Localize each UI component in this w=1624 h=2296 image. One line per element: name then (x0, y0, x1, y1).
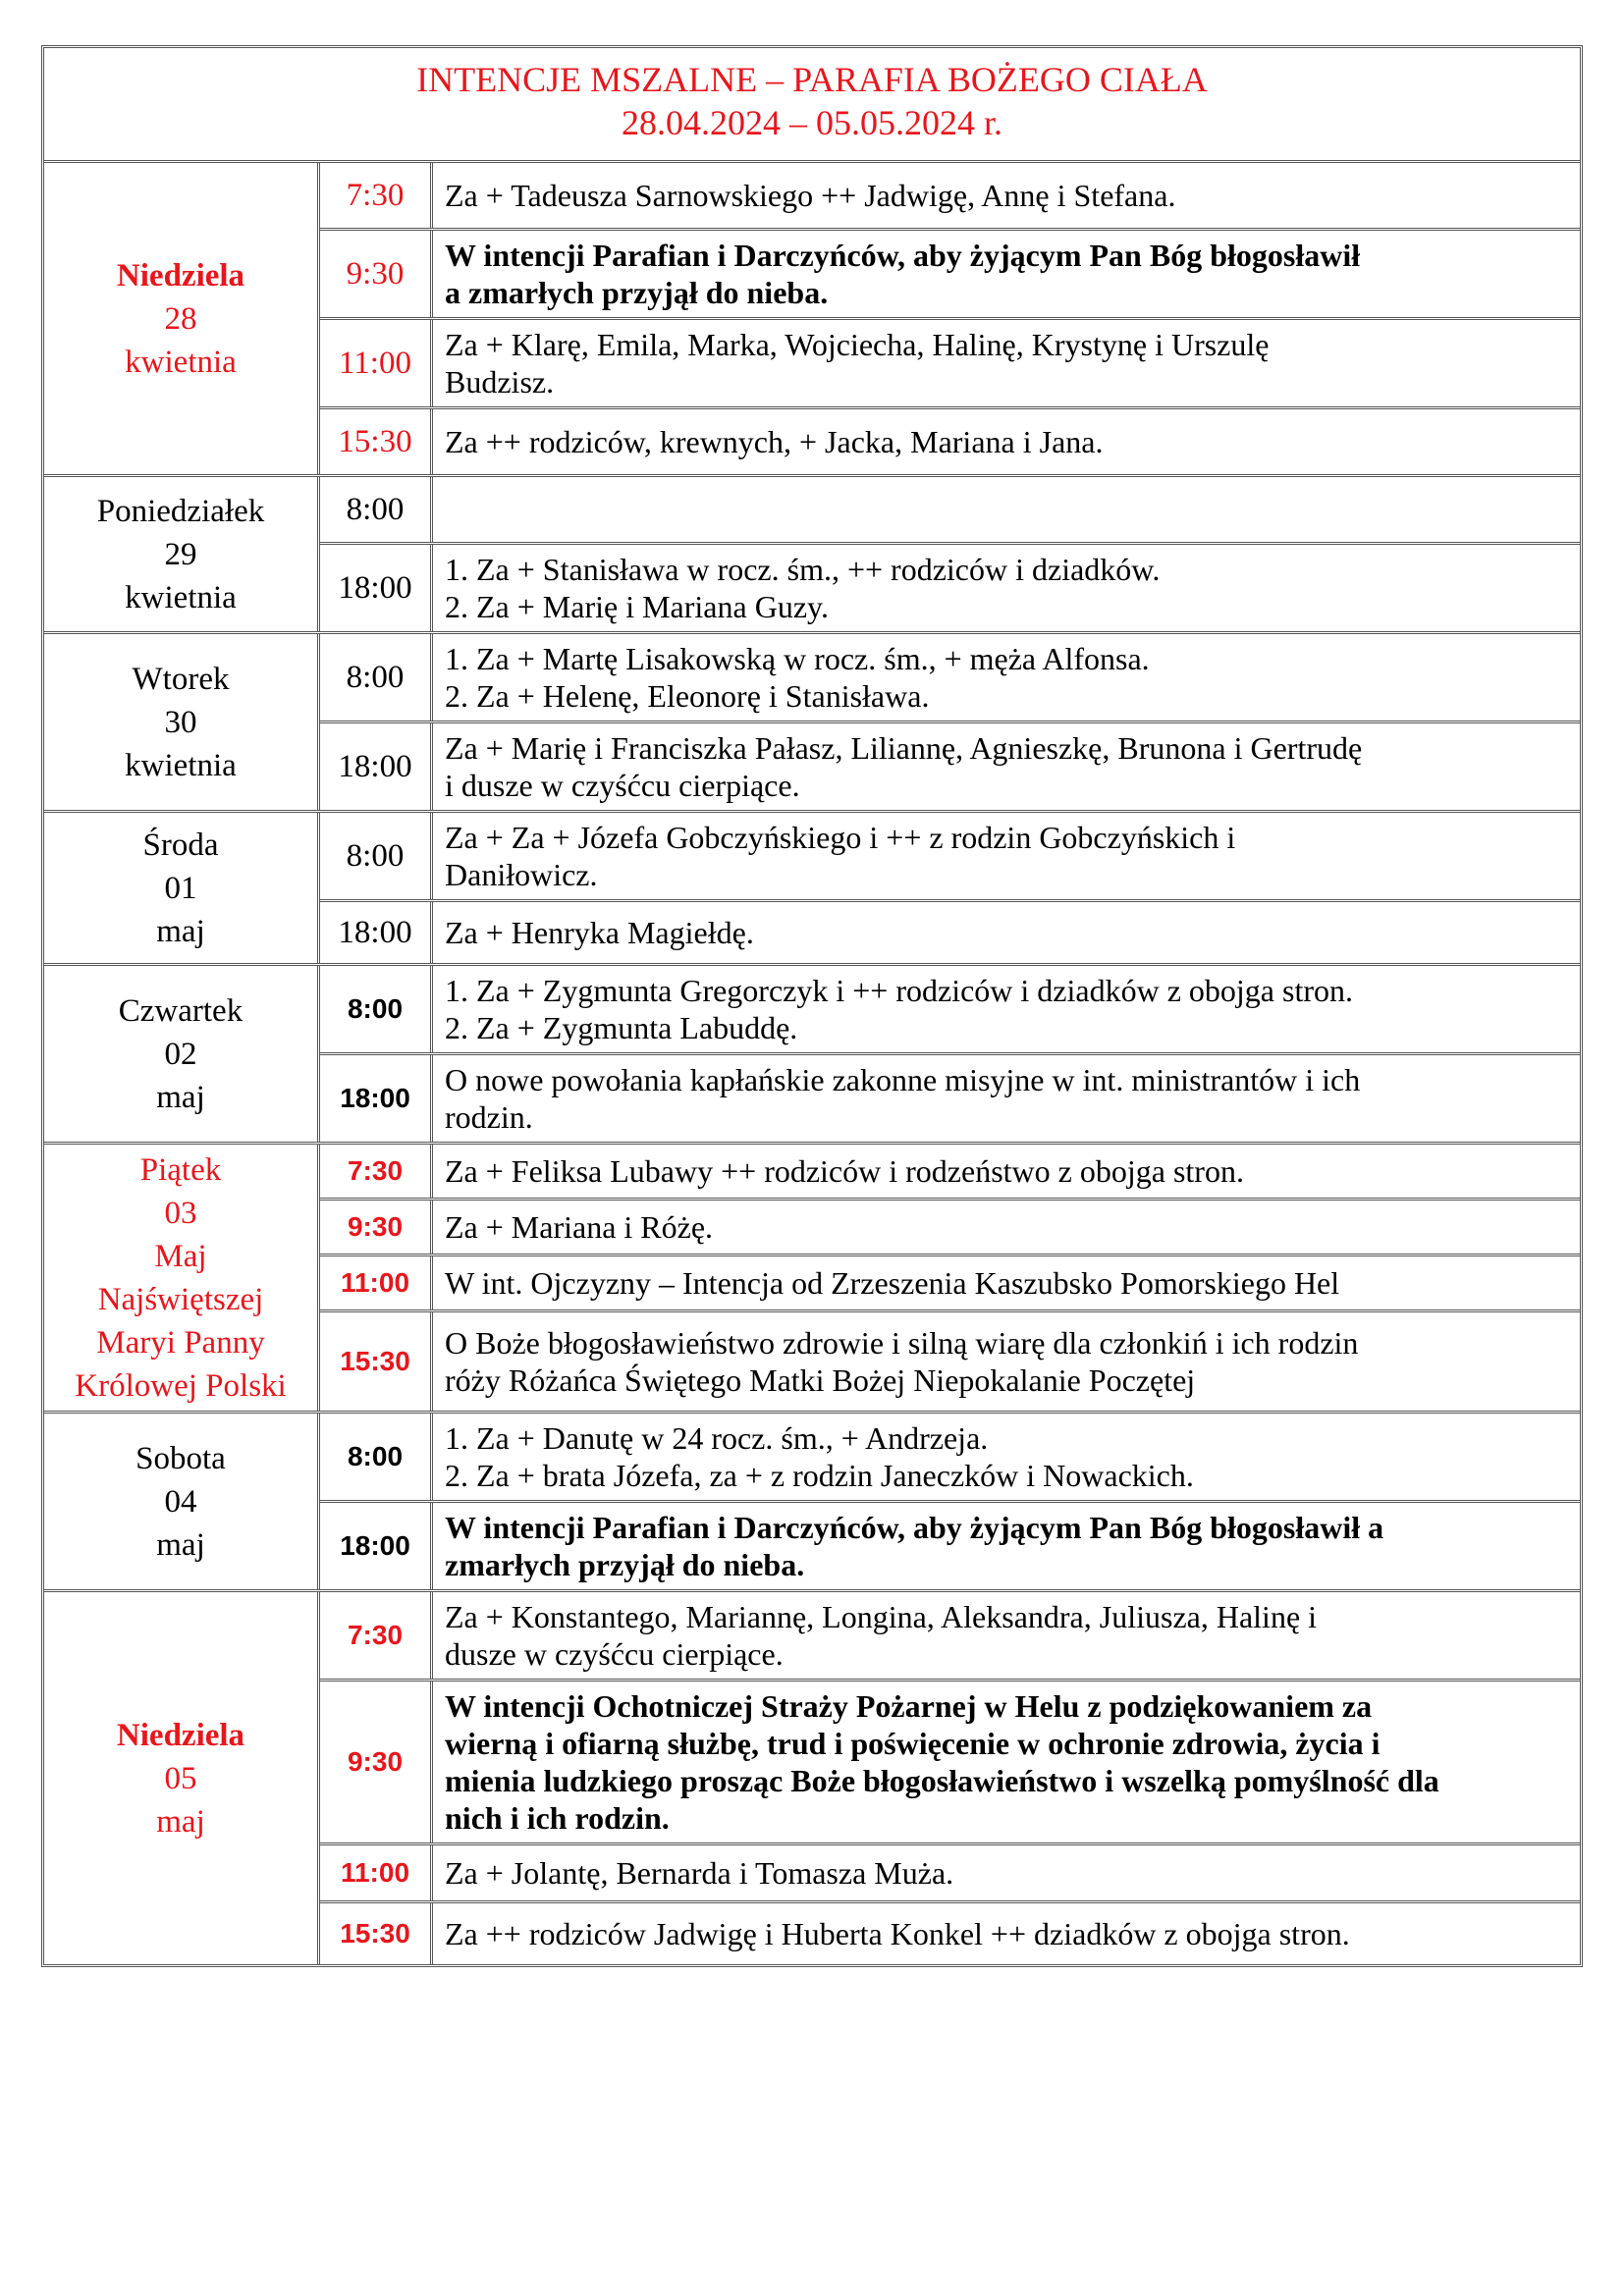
mass-intention (433, 477, 1580, 542)
mass-intention (433, 163, 1580, 228)
day-label-line: 29 (164, 536, 197, 572)
day-label-line: maj (156, 913, 205, 949)
day-name: Środa (142, 827, 219, 863)
mass-intention (433, 1845, 1580, 1900)
schedule-table (44, 163, 1580, 1964)
day-label (44, 813, 320, 963)
day-label-line: maj (156, 1803, 205, 1840)
sheet-title: INTENCJE MSZALNE – PARAFIA BOŻEGO CIAŁA (416, 60, 1208, 99)
mass-slot (320, 1312, 1580, 1411)
intention-line: dusze w czyśćcu cierpiące. (445, 1636, 784, 1672)
intention-line: Za + Za + Józefa Gobczyńskiego i ++ z rodzin Gobczyńskich i (445, 820, 1236, 855)
intention-line: Za + Henryka Magiełdę. (445, 915, 754, 950)
mass-intention (433, 320, 1580, 406)
day-label-line: 02 (164, 1036, 197, 1072)
day-label-line: kwietnia (125, 747, 237, 783)
intention-line: 1. Za + Danutę w 24 rocz. śm., + Andrzeja. (445, 1420, 989, 1456)
mass-time: 15:30 (320, 409, 433, 474)
intention-line: i dusze w czyśćcu cierpiące. (445, 768, 800, 803)
intention-line: Za + Tadeusza Sarnowskiego ++ Jadwigę, Annę i Stefana. (445, 178, 1176, 213)
day-label-line: 05 (164, 1760, 197, 1796)
mass-slot (320, 163, 1580, 231)
mass-time: 7:30 (320, 1592, 433, 1679)
day-block (44, 966, 1580, 1145)
day-name: Piątek (139, 1151, 222, 1188)
intention-line: róży Różańca Świętego Matki Bożej Niepokalanie Poczętej (445, 1362, 1196, 1398)
intention-line: O nowe powołania kapłańskie zakonne misyjne w int. ministrantów i ich (445, 1062, 1361, 1097)
day-label-line: maj (156, 1526, 205, 1563)
mass-slot (320, 477, 1580, 545)
intention-line: Za + Konstantego, Mariannę, Longina, Aleksandra, Juliusza, Halinę i (445, 1599, 1318, 1634)
mass-intention (433, 409, 1580, 474)
mass-intention (433, 723, 1580, 810)
mass-time: 18:00 (320, 545, 433, 631)
mass-intention (433, 1201, 1580, 1254)
mass-time: 7:30 (320, 1145, 433, 1198)
day-block (44, 813, 1580, 966)
mass-time: 8:00 (320, 477, 433, 542)
mass-slot (320, 813, 1580, 902)
mass-time: 7:30 (320, 163, 433, 228)
mass-time: 8:00 (320, 634, 433, 721)
day-block (44, 1145, 1580, 1414)
mass-time: 18:00 (320, 1055, 433, 1142)
day-name: Wtorek (132, 661, 230, 697)
mass-slot (320, 634, 1580, 723)
day-label (44, 1145, 320, 1411)
sheet-header (44, 48, 1580, 163)
mass-slot (320, 1682, 1580, 1845)
mass-slot (320, 409, 1580, 474)
intention-line: Daniłowicz. (445, 857, 598, 892)
mass-intention (433, 1312, 1580, 1411)
mass-slot (320, 966, 1580, 1055)
intention-line: mienia ludzkiego prosząc Boże błogosławieństwo i wszelką pomyślność dla (445, 1763, 1439, 1798)
day-block (44, 1414, 1580, 1592)
intention-line: Za + Marię i Franciszka Pałasz, Liliannę, Agnieszkę, Brunona i Gertrudę (445, 730, 1363, 766)
mass-intention (433, 1903, 1580, 1964)
intention-line: W intencji Parafian i Darczyńców, aby żyjącym Pan Bóg błogosławił (445, 238, 1361, 273)
day-label-line: 04 (164, 1483, 197, 1520)
mass-slot (320, 1055, 1580, 1142)
intention-line: W intencji Ochotniczej Straży Pożarnej w Helu z podziękowaniem za (445, 1688, 1373, 1724)
day-block (44, 477, 1580, 634)
mass-slot (320, 1414, 1580, 1503)
day-label-line: Najświętszej (97, 1281, 264, 1317)
intention-line: 1. Za + Zygmunta Gregorczyk i ++ rodziców i dziadków z obojga stron. (445, 973, 1353, 1008)
mass-intention (433, 1055, 1580, 1142)
mass-slot (320, 723, 1580, 810)
mass-intention (433, 545, 1580, 631)
mass-intention (433, 1256, 1580, 1309)
mass-time: 18:00 (320, 723, 433, 810)
mass-time: 9:30 (320, 231, 433, 317)
mass-slot (320, 320, 1580, 409)
sheet-dates: 28.04.2024 – 05.05.2024 r. (621, 103, 1002, 142)
mass-intention (433, 1145, 1580, 1198)
intention-line: O Boże błogosławieństwo zdrowie i silną wiarę dla członkiń i ich rodzin (445, 1325, 1359, 1361)
mass-time: 9:30 (320, 1682, 433, 1842)
day-label-line: maj (156, 1079, 205, 1115)
intention-line: Budzisz. (445, 364, 555, 400)
intention-line: W int. Ojczyzny – Intencja od Zrzeszenia Kaszubsko Pomorskiego Hel (445, 1265, 1340, 1301)
mass-slot (320, 1201, 1580, 1256)
mass-time: 8:00 (320, 966, 433, 1052)
mass-intention (433, 902, 1580, 963)
day-label (44, 966, 320, 1142)
intention-line: 2. Za + Zygmunta Labuddę. (445, 1010, 798, 1045)
intention-line: rodzin. (445, 1099, 533, 1135)
day-label-line: kwietnia (125, 344, 237, 380)
mass-slot (320, 1145, 1580, 1201)
mass-intention (433, 634, 1580, 721)
day-block (44, 1592, 1580, 1964)
mass-time: 11:00 (320, 1256, 433, 1309)
mass-slot (320, 1903, 1580, 1964)
day-label-line: 01 (164, 870, 197, 906)
intention-line: W intencji Parafian i Darczyńców, aby żyjącym Pan Bóg błogosławił a (445, 1510, 1384, 1545)
mass-time: 15:30 (320, 1312, 433, 1411)
mass-slot (320, 231, 1580, 320)
day-label (44, 163, 320, 474)
intention-line: 2. Za + Helenę, Eleonorę i Stanisława. (445, 678, 930, 714)
day-label-line: Maryi Panny (96, 1324, 265, 1361)
mass-time: 8:00 (320, 1414, 433, 1500)
day-name: Niedziela (116, 257, 245, 294)
mass-intention (433, 1503, 1580, 1589)
intention-line: Za + Mariana i Różę. (445, 1209, 714, 1245)
mass-time: 11:00 (320, 1845, 433, 1900)
mass-slot (320, 1592, 1580, 1682)
day-name: Czwartek (118, 992, 244, 1029)
mass-time: 9:30 (320, 1201, 433, 1254)
mass-time: 8:00 (320, 813, 433, 899)
mass-slot (320, 902, 1580, 963)
mass-time: 15:30 (320, 1903, 433, 1964)
mass-intention (433, 1592, 1580, 1679)
mass-slot (320, 545, 1580, 631)
intention-line: Za ++ rodziców Jadwigę i Huberta Konkel ++ dziadków z obojga stron. (445, 1916, 1350, 1951)
day-label (44, 634, 320, 810)
day-label (44, 1414, 320, 1589)
mass-intention (433, 813, 1580, 899)
intention-line: 2. Za + brata Józefa, za + z rodzin Janeczków i Nowackich. (445, 1458, 1194, 1493)
day-label-line: Królowej Polski (75, 1367, 287, 1404)
intention-line: 2. Za + Marię i Mariana Guzy. (445, 589, 829, 624)
day-name: Sobota (135, 1440, 226, 1476)
day-label-line: kwietnia (125, 579, 237, 615)
intention-line: 1. Za + Stanisława w rocz. śm., ++ rodziców i dziadków. (445, 552, 1161, 587)
day-name: Niedziela (116, 1717, 245, 1753)
day-label-line: Maj (154, 1238, 207, 1274)
day-label (44, 1592, 320, 1964)
intention-line: Za + Feliksa Lubawy ++ rodziców i rodzeństwo z obojga stron. (445, 1153, 1244, 1189)
intention-line: Za + Klarę, Emila, Marka, Wojciecha, Halinę, Krystynę i Urszulę (445, 327, 1270, 362)
mass-intention (433, 1414, 1580, 1500)
intention-line: a zmarłych przyjął do nieba. (445, 275, 829, 310)
intention-line: wierną i ofiarną służbę, trud i poświęcenie w ochronie zdrowia, życia i (445, 1726, 1380, 1761)
mass-intention (433, 231, 1580, 317)
mass-time: 18:00 (320, 1503, 433, 1589)
mass-slot (320, 1256, 1580, 1312)
intention-line: nich i ich rodzin. (445, 1800, 670, 1836)
intention-line: Za + Jolantę, Bernarda i Tomasza Muża. (445, 1855, 954, 1891)
day-label-line: 28 (164, 300, 197, 337)
mass-slot (320, 1845, 1580, 1903)
mass-slot (320, 1503, 1580, 1589)
day-block (44, 634, 1580, 813)
intention-line: zmarłych przyjął do nieba. (445, 1547, 805, 1582)
day-label-line: 03 (164, 1195, 197, 1231)
intention-line: 1. Za + Martę Lisakowską w rocz. śm., + męża Alfonsa. (445, 641, 1150, 676)
day-name: Poniedziałek (96, 493, 265, 529)
day-label-line: 30 (164, 704, 197, 740)
day-label (44, 477, 320, 631)
intentions-sheet (41, 45, 1583, 1967)
mass-time: 11:00 (320, 320, 433, 406)
mass-time: 18:00 (320, 902, 433, 963)
intention-line: Za ++ rodziców, krewnych, + Jacka, Mariana i Jana. (445, 424, 1104, 459)
day-block (44, 163, 1580, 477)
mass-intention (433, 1682, 1580, 1842)
mass-intention (433, 966, 1580, 1052)
